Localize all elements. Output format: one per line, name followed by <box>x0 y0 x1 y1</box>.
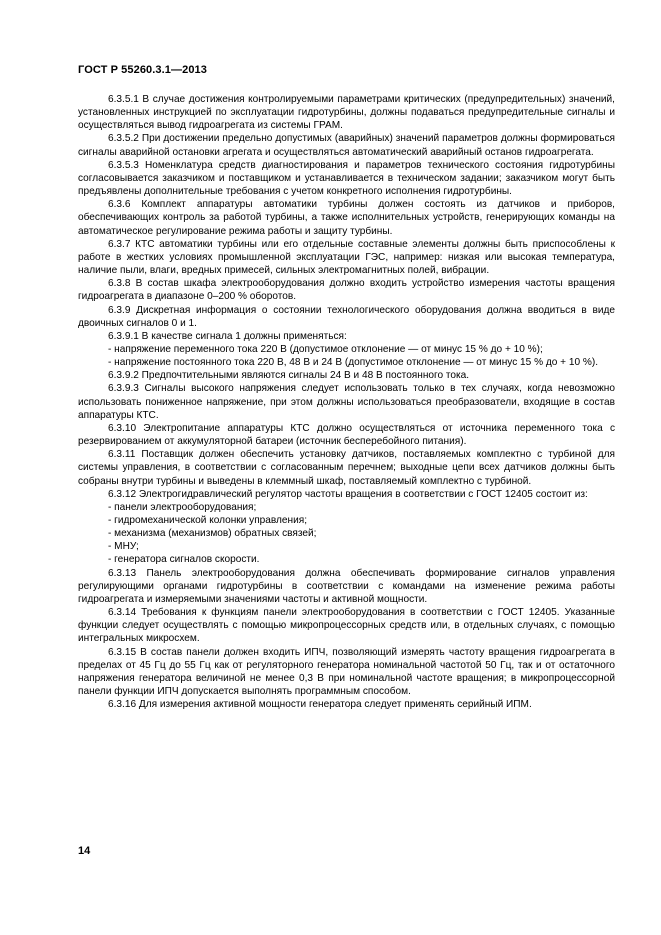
document-header: ГОСТ Р 55260.3.1—2013 <box>78 64 207 76</box>
list-item: - механизма (механизмов) обратных связей; <box>108 528 317 540</box>
paragraph: 6.3.16 Для измерения активной мощности генератора следует применять серийный ИПМ. <box>108 699 532 711</box>
paragraph: 6.3.8 В состав шкафа электрооборудования должно входить устройство измерения частоты вращения гидроагрегата в диапазоне 0–200 % оборотов. <box>78 278 615 303</box>
page-number: 14 <box>78 845 91 857</box>
list-item: - МНУ; <box>108 541 139 553</box>
paragraph: 6.3.9 Дискретная информация о состоянии технологического оборудования должна вводиться в виде двоичных сигналов 0 и 1. <box>78 304 615 329</box>
list-item: - напряжение переменного тока 220 В (допустимое отклонение — от минус 15 % до + 10 %); <box>108 343 543 355</box>
list-item: - гидромеханической колонки управления; <box>108 515 308 526</box>
paragraph: 6.3.14 Требования к функциям панели электрооборудования в соответствии с ГОСТ 12405. Указанные функции следует осуществлять с помощью микропроцессорных средств или, в отдельных случаях, с помощью интегральных микросхем. <box>78 607 615 645</box>
list-item: - панели электрооборудования; <box>108 501 257 513</box>
paragraph: 6.3.5.3 Номенклатура средств диагностирования и параметров технического состояния гидротурбины согласовывается заказчиком и поставщиком и устанавливается в техническом задании; заказчиком могут быть предъявлены дополнительные требования с учетом конкретного исполнения гидротурбины. <box>78 159 615 198</box>
list-item: - напряжение постоянного тока 220 В, 48 В и 24 В (допустимое отклонение — от минус 15 % до + 10 %). <box>108 357 599 369</box>
paragraph: 6.3.12 Электрогидравлический регулятор частоты вращения в соответствии с ГОСТ 12405 состоит из: <box>108 488 588 500</box>
paragraph: 6.3.10 Электропитание аппаратуры КТС должно осуществляться от источника переменного тока с резервированием от аккумуляторной батареи (источник бесперебойного питания). <box>78 422 615 448</box>
document-body <box>78 93 615 711</box>
paragraph: 6.3.9.2 Предпочтительными являются сигналы 24 В и 48 В постоянного тока. <box>108 370 470 382</box>
paragraph: 6.3.11 Поставщик должен обеспечить установку датчиков, поставляемых комплектно с турбиной для системы управления, в соответствии с согласованным перечнем; выходные цепи всех датчиков должны быть собраны внутри турбины и выведены в клеммный шкаф, поставляемый комплектно с турбиной. <box>78 449 615 487</box>
paragraph: 6.3.7 КТС автоматики турбины или его отдельные составные элементы должны быть приспособлены к работе в жестких условиях промышленной эксплуатации ГЭС, например: низкая или высокая температура, наличие пыли, влаги, вредных примесей, сильных электромагнитных полей, вибрации. <box>78 238 615 277</box>
paragraph: 6.3.6 Комплект аппаратуры автоматики турбины должен состоять из датчиков и приборов, обеспечивающих контроль за работой турбины, а также исполнительных устройств, генерирующих команды на автоматическое регулирование режима работы и защиту турбины. <box>78 199 615 237</box>
paragraph: 6.3.9.1 В качестве сигнала 1 должны применяться: <box>108 330 347 342</box>
paragraph: 6.3.5.1 В случае достижения контролируемыми параметрами критических (предупредительных) значений, установленных инструкцией по эксплуатации гидротурбины, должны подаваться предупредительные сигналы и осуществляться вывод гидроагрегата из системы ГРАМ. <box>78 94 615 132</box>
paragraph: 6.3.5.2 При достижении предельно допустимых (аварийных) значений параметров должны формироваться сигналы аварийной остановки агрегата и осуществляться автоматический аварийный останов гидроагрегата. <box>78 133 615 158</box>
paragraph: 6.3.9.3 Сигналы высокого напряжения следует использовать только в тех случаях, когда невозможно использовать пониженное напряжение, при этом должны использоваться преобразователи, входящие в состав аппаратуры КТС. <box>78 383 615 421</box>
paragraph: 6.3.15 В состав панели должен входить ИПЧ, позволяющий измерять частоту вращения гидроагрегата в пределах от 45 Гц до 55 Гц как от регуляторного генератора номинальной частотой 50 Гц, так и от остаточного напряжения генератора величиной не менее 0,3 В при номинальной частоте вращения; в микропроцессорной панели функции ИПЧ допускается выполнять программным способом. <box>78 646 615 698</box>
paragraph: 6.3.13 Панель электрооборудования должна обеспечивать формирование сигналов управления регулирующими органами гидротурбины в соответствии с командами на изменение режима работы гидроагрегата и измеряемыми значениями частоты и активной мощности. <box>78 567 615 605</box>
list-item: - генератора сигналов скорости. <box>108 554 260 566</box>
